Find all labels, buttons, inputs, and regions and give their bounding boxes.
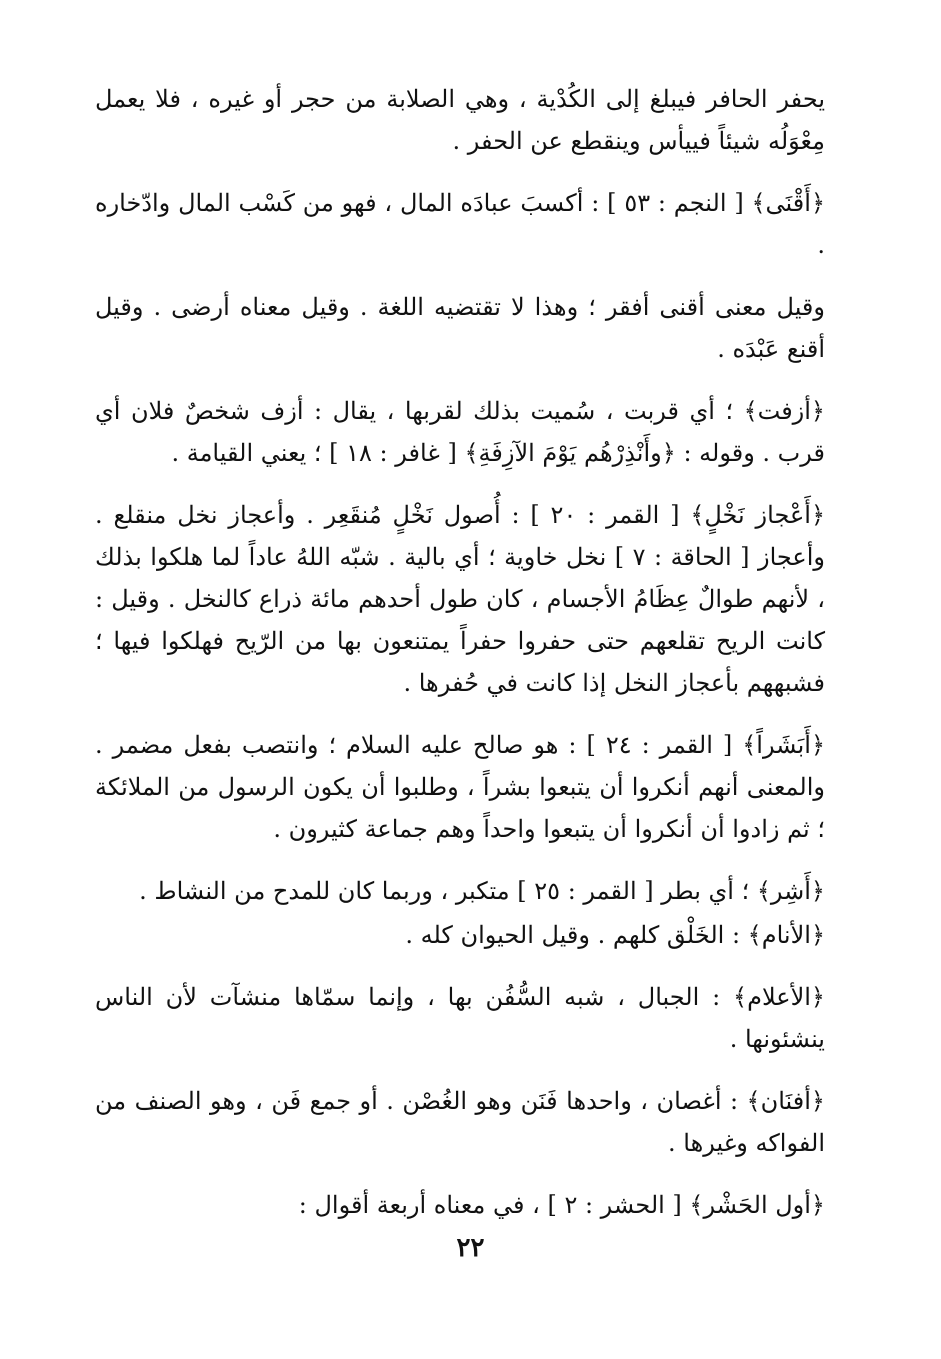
page-body [95,78,825,1226]
page-number: ٢٢ [456,1233,485,1263]
paragraph-ashir: ﴿أَشِر﴾ ؛ أي بطر [ القمر : ٢٥ ] متكبر ، وربما كان للمدح من النشاط . [139,877,825,905]
paragraph-azifat: ﴿أزفت﴾ ؛ أي قربت ، سُميت بذلك لقربها ، يقال : أزف شخصٌ فلان أي قرب . وقوله : ﴿وأَنْذِرْهُم يَوْمَ الآزِفَةِ﴾ [ غافر : ١٨ ] ؛ يعني القيامة . [95,397,825,467]
paragraph-aqna: ﴿أَقْنَى﴾ [ النجم : ٥٣ ] : أكسبَ عبادَه المال ، فهو من كَسْب المال وادّخاره . [95,189,826,259]
paragraph-aqna-meanings: وقيل معنى أقنى أفقر ؛ وهذا لا تقتضيه اللغة . وقيل معناه أرضى . وقيل أقنع عَبْدَه . [95,293,825,363]
paragraph-kudya: يحفر الحافر فيبلغ إلى الكُدْية ، وهي الصلابة من حجر أو غيره ، فلا يعمل مِعْوَلُه شيئاً فييأس وينقطع عن الحفر . [95,85,825,155]
paragraph-afnan: ﴿أفنَان﴾ : أغصان ، واحدها فَنَن وهو الغُصْن . أو جمع فَن ، وهو الصنف من الفواكه وغيرها . [95,1087,825,1157]
paragraph-awwal-hashr: ﴿أول الحَشْر﴾ [ الحشر : ٢ ] ، في معناه أربعة أقوال : [298,1191,825,1219]
paragraph-alam: ﴿الأعلام﴾ : الجبال ، شبه السُّفُن بها ، وإنما سمّاها منشآت لأن الناس ينشئونها . [95,983,825,1053]
paragraph-abasharan: ﴿أَبَشَراً﴾ [ القمر : ٢٤ ] : هو صالح عليه السلام ؛ وانتصب بفعل مضمر . والمعنى أنهم أنكروا أن يتبعوا بشراً ، وطلبوا أن يكون الرسول من الملائكة ؛ ثم زادوا أن أنكروا أن يتبعوا واحداً وهم جماعة كثيرون . [95,731,826,843]
paragraph-ajaz-nakhl: ﴿أَعْجاز نَخْلٍ﴾ [ القمر : ٢٠ ] : أُصول نَخْلٍ مُنقَعِر . وأعجاز نخل منقلع . وأعجاز [ الحاقة : ٧ ] نخل خاوية ؛ أي بالية . شبّه اللهُ عاداً لما هلكوا بذلك ، لأنهم طوالٌ عِظَامُ الأجسام ، كان طول أحدهم مائة ذراع كالنخل . وقيل : كانت الريح تقلعهم حتى حفروا حفراً يمتنعون بها من الرّيح فهلكوا فيها ؛ فشبههم بأعجاز النخل إذا كانت في حُفرها . [95,501,826,697]
paragraph-anam: ﴿الأنام﴾ : الخَلْق كلهم . وقيل الحيوان كله . [405,921,825,949]
